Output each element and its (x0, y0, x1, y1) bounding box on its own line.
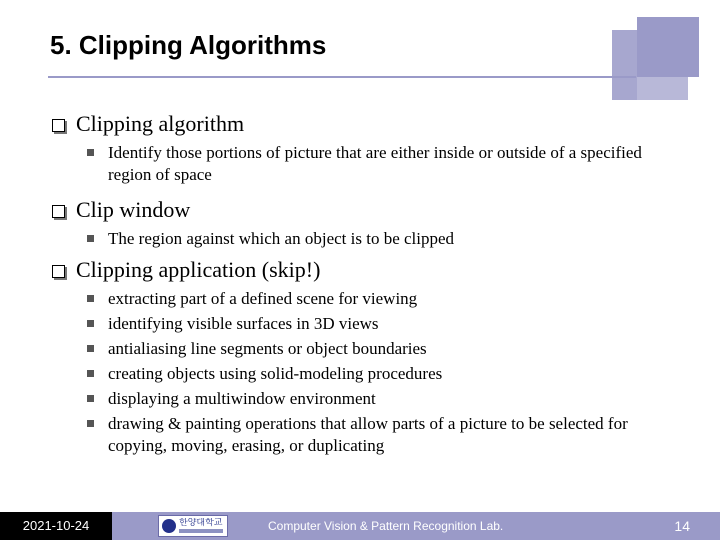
footer-lab-name: Computer Vision & Pattern Recognition Lab. (268, 519, 504, 533)
sublist-clip-window (86, 228, 678, 250)
square-bullet-icon (87, 235, 94, 242)
square-bullet-icon (87, 149, 94, 156)
list-item (86, 228, 678, 250)
list-item-text: drawing & painting operations that allow parts of a picture to be selected for copying, moving, erasing, or duplicating (108, 414, 628, 455)
square-bullet-icon (87, 320, 94, 327)
list-item-text: Identify those portions of picture that are either inside or outside of a specified region of space (108, 143, 642, 184)
university-seal-icon (162, 519, 176, 533)
checkbox-bullet-icon (52, 119, 65, 132)
square-bullet-icon (87, 420, 94, 427)
list-item (86, 288, 678, 310)
square-bullet-icon (87, 345, 94, 352)
university-logo-text: 한양대학교 (179, 518, 223, 528)
checkbox-bullet-icon (52, 205, 65, 218)
checkbox-bullet-icon (52, 265, 65, 278)
bullet-clipping-application (48, 256, 678, 284)
page-title: 5. Clipping Algorithms (50, 30, 327, 60)
list-item (86, 413, 678, 457)
corner-decoration-front (637, 17, 699, 77)
list-item (86, 142, 678, 186)
list-item (86, 363, 678, 385)
list-item-text: creating objects using solid-modeling procedures (108, 364, 443, 383)
square-bullet-icon (87, 395, 94, 402)
bullet-text: Clipping application (skip!) (76, 257, 321, 282)
footer-date: 2021-10-24 (0, 512, 112, 540)
bullet-text: Clipping algorithm (76, 111, 245, 136)
list-item-text: antialiasing line segments or object boundaries (108, 339, 427, 358)
square-bullet-icon (87, 370, 94, 377)
list-item-text: displaying a multiwindow environment (108, 389, 376, 408)
bullet-clipping-algorithm (48, 110, 678, 138)
list-item (86, 388, 678, 410)
corner-decoration-middle (612, 30, 637, 100)
slide-content (48, 110, 678, 460)
list-item-text: identifying visible surfaces in 3D views (108, 314, 379, 333)
list-item-text: extracting part of a defined scene for viewing (108, 289, 418, 308)
title-underline (48, 76, 636, 78)
square-bullet-icon (87, 295, 94, 302)
list-item (86, 338, 678, 360)
university-logo (158, 515, 228, 537)
university-logo-subtext-bar (179, 529, 223, 533)
list-item-text: The region against which an object is to be clipped (108, 229, 455, 248)
bullet-clip-window (48, 196, 678, 224)
sublist-clipping-application (86, 288, 678, 457)
list-item (86, 313, 678, 335)
sublist-clipping-algorithm (86, 142, 678, 186)
page-number: 14 (674, 518, 690, 534)
bullet-text: Clip window (76, 197, 191, 222)
